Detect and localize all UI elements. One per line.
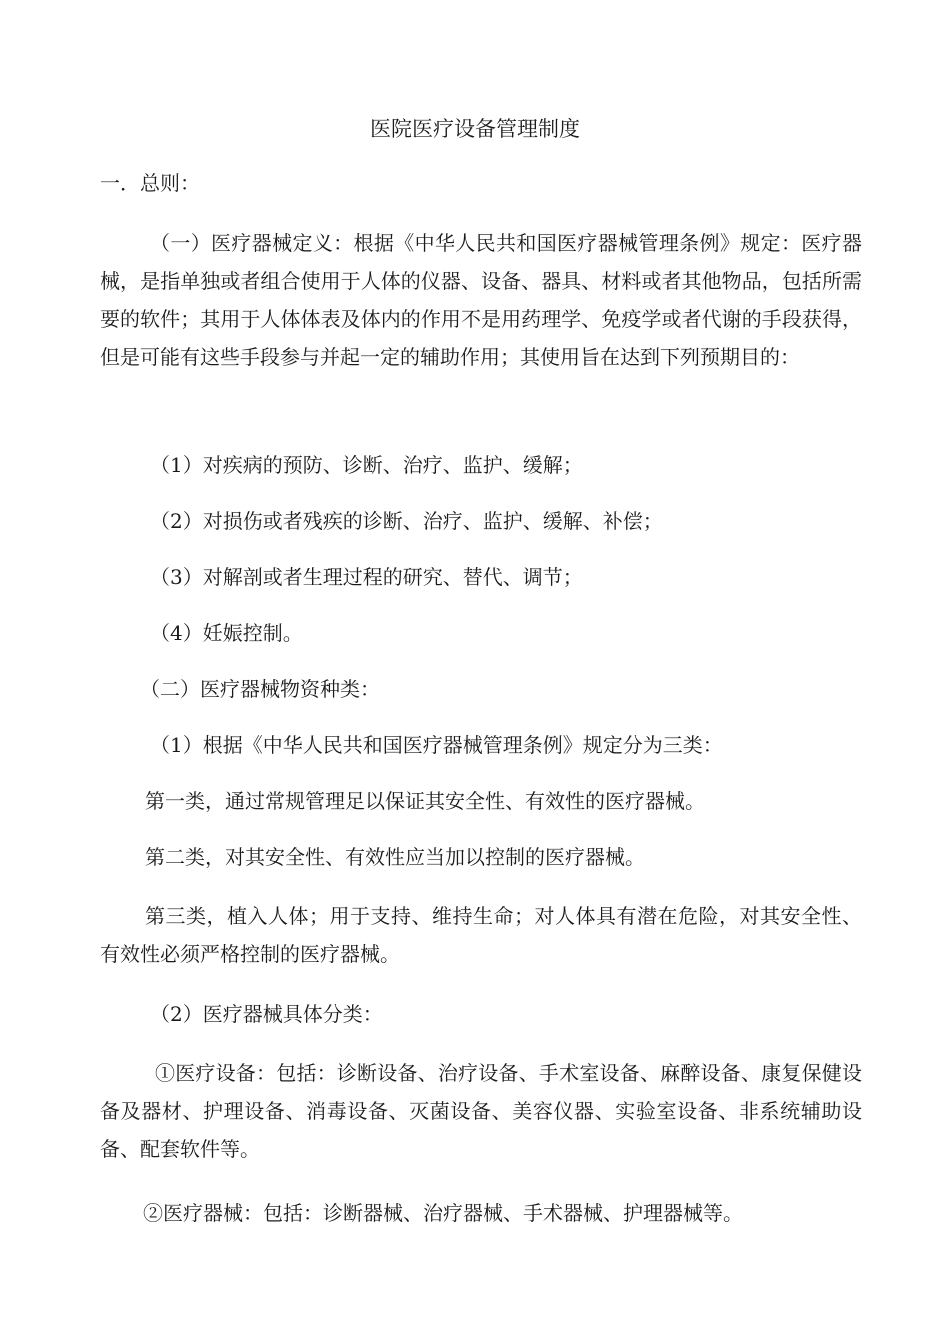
class-two-line: 第二类，对其安全性、有效性应当加以控制的医疗器械。 <box>145 845 645 869</box>
category-subheading-2: （2）医疗器械具体分类： <box>150 1002 383 1026</box>
class-one-line: 第一类，通过常规管理足以保证其安全性、有效性的医疗器械。 <box>145 789 705 813</box>
class-three-paragraph: 第三类，植入人体；用于支持、维持生命；对人体具有潜在危险，对其安全性、有效性必须严格控制的医疗器械。 <box>100 904 862 966</box>
definition-paragraph: （一）医疗器械定义：根据《中华人民共和国医疗器械管理条例》规定：医疗器械，是指单独或者组合使用于人体的仪器、设备、器具、材料或者其他物品，包括所需要的软件；其用于人体体表及体内的作用不是用药理学、免疫学或者代谢的手段获得，但是可能有这些手段参与并起一定的辅助作用；其使用旨在达到下列预期目的： <box>100 231 862 369</box>
document-title: 医院医疗设备管理制度 <box>370 117 580 141</box>
category-subheading-1: （1）根据《中华人民共和国医疗器械管理条例》规定分为三类： <box>150 733 723 757</box>
purpose-item-3: （3）对解剖或者生理过程的研究、替代、调节； <box>150 565 583 589</box>
medical-equipment-paragraph: ①医疗设备：包括：诊断设备、治疗设备、手术室设备、麻醉设备、康复保健设备及器材、护理设备、消毒设备、灭菌设备、美容仪器、实验室设备、非系统辅助设备、配套软件等。 <box>100 1061 862 1161</box>
category-heading: （二）医疗器械物资种类： <box>140 677 380 701</box>
purpose-item-4: （4）妊娠控制。 <box>150 621 303 645</box>
medical-instruments-line: ②医疗器械：包括：诊断器械、治疗器械、手术器械、护理器械等。 <box>143 1201 743 1225</box>
section-heading-general: 一．总则： <box>100 171 200 195</box>
purpose-item-2: （2）对损伤或者残疾的诊断、治疗、监护、缓解、补偿； <box>150 509 663 533</box>
purpose-item-1: （1）对疾病的预防、诊断、治疗、监护、缓解； <box>150 453 583 477</box>
